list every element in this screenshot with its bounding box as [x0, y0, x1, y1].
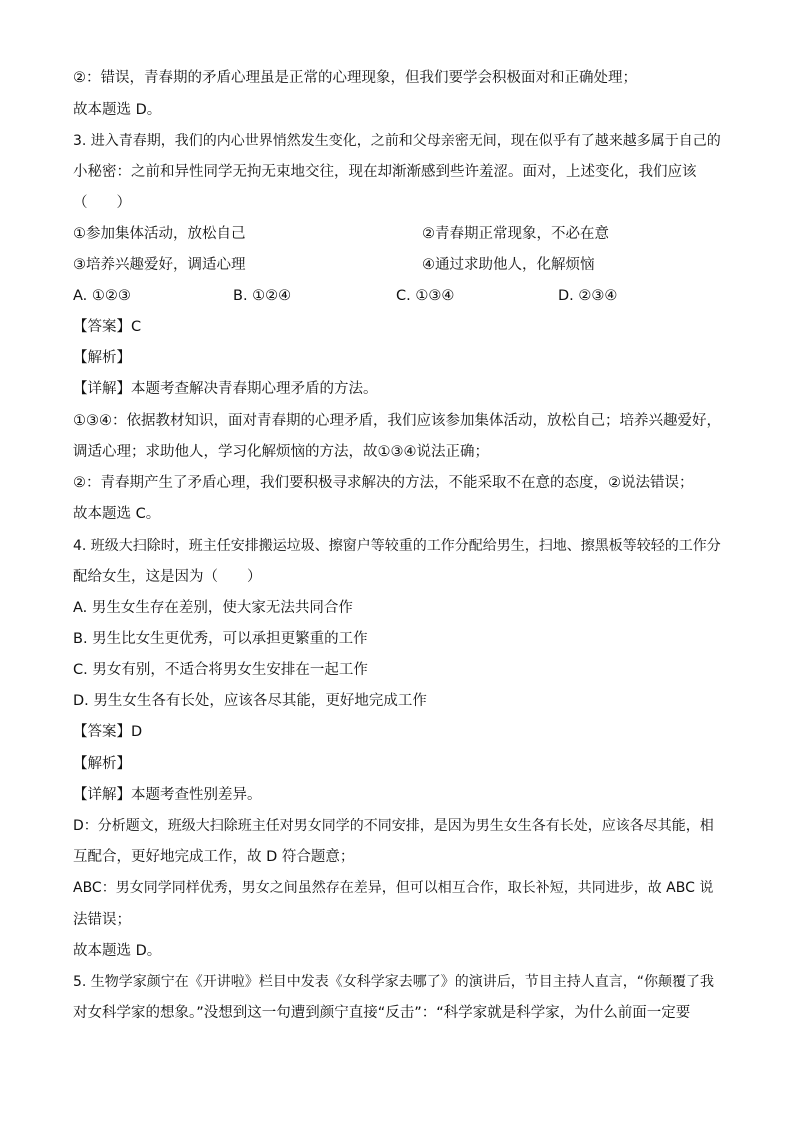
- q4-analysis-d-line-1: D：分析题文，班级大扫除班主任对男女同学的不同安排，是因为男生女生各有长处，应该各尽其能，相: [73, 818, 714, 834]
- q5-stem-line-1: 5. 生物学家颜宁在《开讲啦》栏目中发表《女科学家去哪了》的演讲后，节目主持人直言，“你颠覆了我: [73, 974, 715, 990]
- q3-analysis-134-line-1: ①③④：依据教材知识，面对青春期的心理矛盾，我们应该参加集体活动，放松自己；培养兴趣爱好，: [73, 413, 721, 429]
- q3-item-3: ③培养兴趣爱好，调适心理: [73, 257, 246, 273]
- q3-stem-line-1: 3. 进入青春期，我们的内心世界悄然发生变化，之前和父母亲密无间，现在似乎有了越来越多属于自己的: [73, 133, 721, 149]
- q4-stem-line-2: 配给女生，这是因为（ ）: [73, 569, 262, 585]
- q4-option-c: C. 男女有别，不适合将男女生安排在一起工作: [73, 662, 368, 678]
- q4-analysis-abc-line-1: ABC：男女同学同样优秀，男女之间虽然存在差异，但可以相互合作，取长补短，共同进步，故 ABC 说: [73, 880, 714, 896]
- q3-option-c: C. ①③④: [396, 288, 455, 304]
- q4-analysis-d-line-2: 互配合，更好地完成工作，故 D 符合题意；: [73, 849, 355, 865]
- q4-option-d: D. 男生女生各有长处，应该各尽其能，更好地完成工作: [73, 693, 427, 709]
- q3-item-4: ④通过求助他人，化解烦恼: [422, 257, 595, 273]
- q3-detail: 【详解】本题考查解决青春期心理矛盾的方法。: [73, 381, 378, 397]
- q2-conclusion: 故本题选 D。: [73, 102, 162, 118]
- q3-option-d: D. ②③④: [558, 288, 618, 304]
- q3-option-b: B. ①②④: [233, 288, 292, 304]
- q3-conclusion: 故本题选 C。: [73, 506, 161, 522]
- q3-item-2: ②青春期正常现象，不必在意: [422, 226, 609, 242]
- q4-analysis-abc-line-2: 法错误；: [73, 912, 131, 928]
- q4-stem-line-1: 4. 班级大扫除时，班主任安排搬运垃圾、擦窗户等较重的工作分配给男生，扫地、擦黑板等较轻的工作分: [73, 538, 721, 554]
- q4-answer: 【答案】D: [73, 724, 143, 740]
- q3-option-a: A. ①②③: [73, 288, 131, 304]
- q4-detail: 【详解】本题考查性别差异。: [73, 787, 262, 803]
- q4-analysis-label: 【解析】: [73, 756, 131, 772]
- q3-analysis-134-line-2: 调适心理；求助他人，学习化解烦恼的方法，故①③④说法正确；: [73, 444, 489, 460]
- q3-answer: 【答案】C: [73, 319, 142, 335]
- q3-stem-line-3: （ ）: [73, 195, 131, 211]
- q3-analysis-label: 【解析】: [73, 350, 131, 366]
- q3-item-1: ①参加集体活动，放松自己: [73, 226, 246, 242]
- q4-option-a: A. 男生女生存在差别，使大家无法共同合作: [73, 600, 353, 616]
- q2-analysis-2: ②：错误，青春期的矛盾心理虽是正常的心理现象，但我们要学会积极面对和正确处理；: [73, 70, 637, 86]
- q3-analysis-2: ②：青春期产生了矛盾心理，我们要积极寻求解决的方法，不能采取不在意的态度，②说法错误；: [73, 475, 694, 491]
- q4-conclusion: 故本题选 D。: [73, 943, 162, 959]
- q5-stem-line-2: 对女科学家的想象。”没想到这一句遭到颜宁直接“反击”：“科学家就是科学家，为什么前面一定要: [73, 1005, 691, 1021]
- q4-option-b: B. 男生比女生更优秀，可以承担更繁重的工作: [73, 631, 368, 647]
- q3-stem-line-2: 小秘密：之前和异性同学无拘无束地交往，现在却渐渐感到些许羞涩。面对，上述变化，我们应该: [73, 164, 697, 180]
